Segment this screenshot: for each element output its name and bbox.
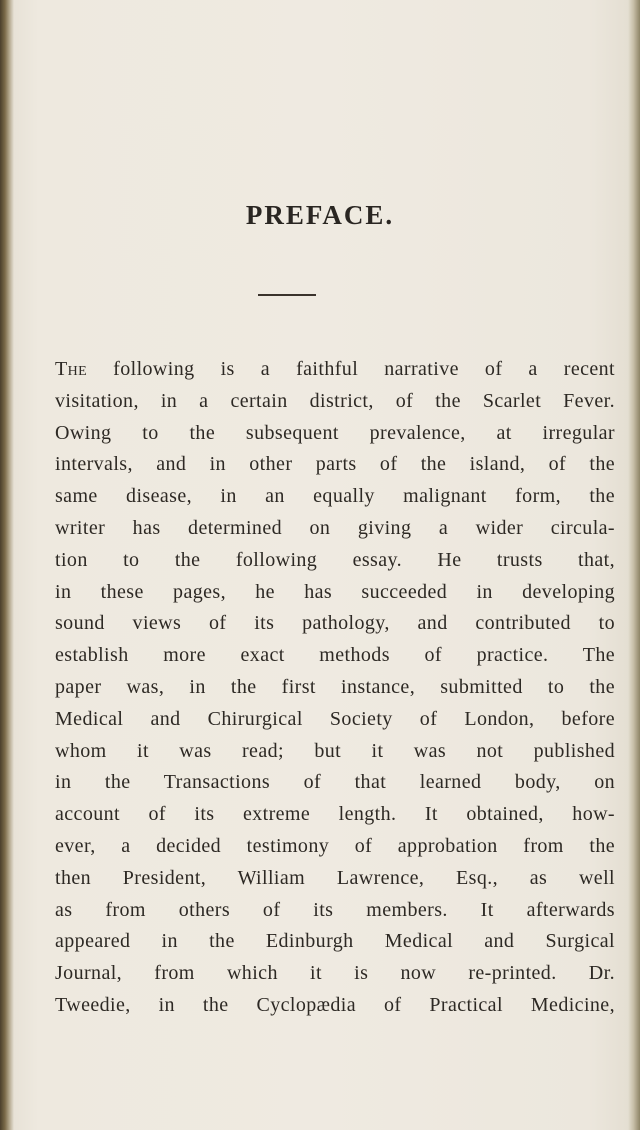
paragraph-line: paper was, in the first instance, submitted to the [55,675,615,698]
paragraph-line-1 [55,354,615,386]
paragraph-line: appeared in the Edinburgh Medical and Surgical [55,930,615,953]
paragraph-line: establish more exact methods of practice. The [55,644,615,667]
paragraph-line: in the Transactions of that learned body, on [55,771,615,794]
drop-word: The [55,358,88,380]
paragraph-line: tion to the following essay. He trusts that, [55,548,615,571]
paragraph-line: intervals, and in other parts of the island, of the [55,453,615,476]
page-edge-shadow [628,0,640,1130]
paragraph-line: then President, William Lawrence, Esq., as well [55,866,615,889]
paragraph-line: Journal, from which it is now re-printed. Dr. [55,962,615,985]
paragraph-line: ever, a decided testimony of approbation from the [55,834,615,857]
paragraph-line: Tweedie, in the Cyclopædia of Practical Medicine, [55,993,615,1016]
paragraph-line: writer has determined on giving a wider circula- [55,516,615,539]
paragraph-line: whom it was read; but it was not published [55,739,615,762]
paragraph-line: same disease, in an equally malignant form, the [55,485,615,508]
paragraph-line: in these pages, he has succeeded in developing [55,580,615,603]
paragraph-line: Owing to the subsequent prevalence, at irregular [55,421,615,444]
paragraph-line: Medical and Chirurgical Society of London, before [55,707,615,730]
book-spine-shadow [0,0,14,1130]
title-divider-rule [258,294,316,296]
preface-paragraph [55,354,615,1022]
paragraph-line: visitation, in a certain district, of the Scarlet Fever. [55,389,615,412]
page-title: PREFACE. [245,200,395,230]
line-text: following is a faithful narrative of a recent [113,358,616,380]
paragraph-line: sound views of its pathology, and contributed to [55,612,615,635]
paragraph-line: as from others of its members. It afterwards [55,898,615,921]
paragraph-line: account of its extreme length. It obtained, how- [55,803,615,826]
